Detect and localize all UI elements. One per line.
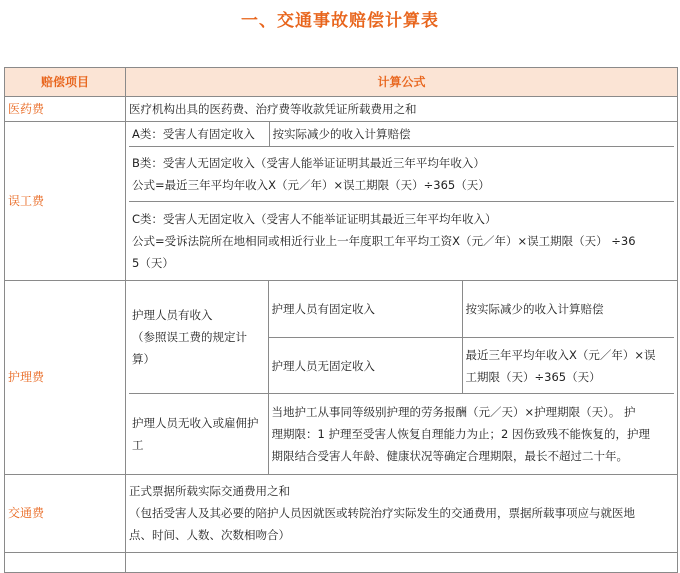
item-nursing: 护理费 xyxy=(5,280,126,474)
nursing-fixed-income: 护理人员有固定收入 xyxy=(268,281,462,338)
nursing-with-income: 护理人员有收入 xyxy=(132,307,213,322)
nursing-no-income-2: 工 xyxy=(132,437,144,452)
table-header-row xyxy=(5,68,678,97)
transport-note-2: 点、时间、人数、次数相吻合） xyxy=(129,528,290,542)
transport-formula: 正式票据所载实际交通费用之和 xyxy=(129,484,290,498)
nursing-no-income-1: 护理人员无收入或雇佣护 xyxy=(132,415,259,430)
nursing-fixed-formula: 按实际减少的收入计算赔偿 xyxy=(462,281,674,338)
transport-note-1: （包括受害人及其必要的陪护人员因就医或转院治疗实际发生的交通费用，票据所载事项应与就医地 xyxy=(129,506,635,520)
lost-wages-a-type: A类：受害人有固定收入 xyxy=(132,126,255,141)
nursing-no-income-formula-3: 期限结合受害人年龄、健康状况等确定合理期限，最长不超过二十年。 xyxy=(271,448,628,463)
page-title: 一、交通事故赔偿计算表 xyxy=(241,11,439,31)
nursing-no-fixed-income: 护理人员无固定收入 xyxy=(268,338,462,394)
nursing-no-fixed-formula-1: 最近三年平均年收入X（元／年）×误 xyxy=(465,347,656,362)
formula-lost-wages xyxy=(126,122,678,281)
item-medical: 医药费 xyxy=(5,97,126,122)
lost-wages-subtable xyxy=(129,122,674,280)
item-transport: 交通费 xyxy=(5,474,126,552)
item-lost-wages: 误工费 xyxy=(5,122,126,281)
row-medical xyxy=(5,97,678,122)
compensation-table xyxy=(4,67,678,573)
nursing-no-income-formula-1: 当地护工从事同等级别护理的劳务报酬（元／天）×护理期限（天）。 护 xyxy=(271,404,636,419)
nursing-with-income-note-2: 算） xyxy=(132,351,155,366)
formula-medical: 医疗机构出具的医药费、治疗费等收款凭证所载费用之和 xyxy=(126,97,678,122)
nursing-with-income-note-1: （参照误工费的规定计 xyxy=(132,329,247,344)
nursing-subtable xyxy=(129,281,674,474)
row-transport xyxy=(5,474,678,552)
lost-wages-b-formula: 公式=最近三年平均年收入X（元／年）×误工期限（天）÷365（天） xyxy=(132,177,490,192)
lost-wages-b-type: B类：受害人无固定收入（受害人能举证证明其最近三年平均年收入） xyxy=(132,155,485,170)
row-nursing xyxy=(5,280,678,474)
nursing-no-income-formula-2: 理期限：1 护理至受害人恢复自理能力为止；2 因伤致残不能恢复的，护理 xyxy=(271,426,650,441)
nursing-no-fixed-formula-2: 工期限（天）÷365（天） xyxy=(465,369,601,384)
header-formula: 计算公式 xyxy=(126,68,678,97)
item-next-partial xyxy=(5,552,126,572)
header-item: 赔偿项目 xyxy=(5,68,126,97)
lost-wages-c-type: C类：受害人无固定收入（受害人不能举证证明其最近三年平均年收入） xyxy=(132,211,497,226)
lost-wages-c-formula-2: 5（天） xyxy=(132,255,174,270)
lost-wages-c-formula-1: 公式=受诉法院所在地相同或相近行业上一年度职工年平均工资X（元／年）×误工期限（天） ÷36 xyxy=(132,233,636,248)
lost-wages-a-formula: 按实际减少的收入计算赔偿 xyxy=(269,122,674,146)
row-lost-wages xyxy=(5,122,678,281)
formula-nursing xyxy=(126,280,678,474)
formula-next-partial xyxy=(126,552,678,572)
row-next-partial xyxy=(5,552,678,572)
